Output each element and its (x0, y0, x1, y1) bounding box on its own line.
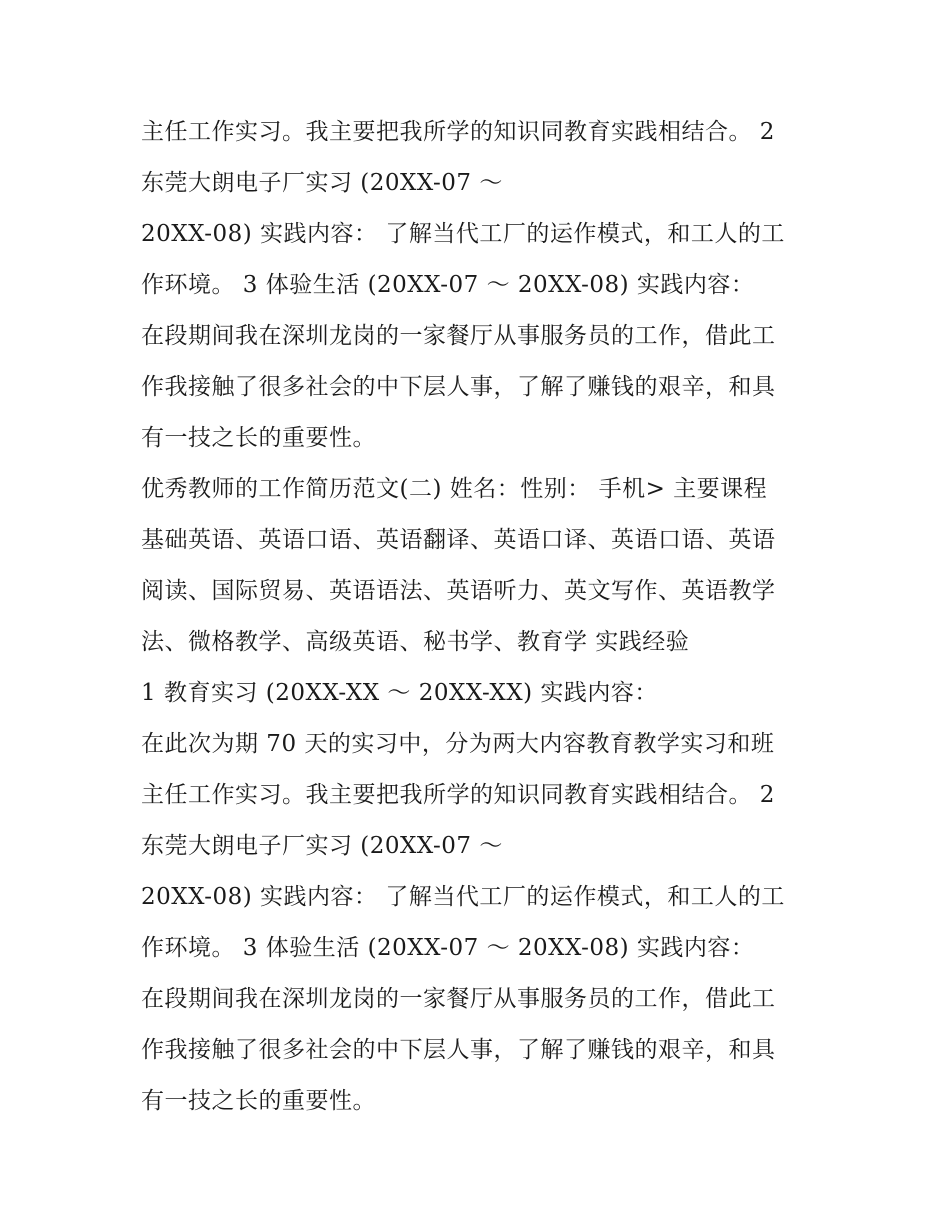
text-line: 有一技之长的重要性。 (141, 1088, 376, 1114)
text-line: 作我接触了很多社会的中下层人事，了解了赚钱的艰辛，和具 (141, 1037, 776, 1063)
text-line: 优秀教师的工作简历范文(二) 姓名：性别： 手机> 主要课程 (141, 476, 768, 502)
text-line: 作环境。 3 体验生活 (20XX-07 ～ 20XX-08) 实践内容： (141, 935, 755, 961)
text-line: 在段期间我在深圳龙岗的一家餐厅从事服务员的工作，借此工 (141, 986, 776, 1012)
text-line: 法、微格教学、高级英语、秘书学、教育学 实践经验 (141, 629, 690, 655)
text-line: 基础英语、英语口语、英语翻译、英语口译、英语口语、英语 (141, 527, 776, 553)
text-line: 有一技之长的重要性。 (141, 425, 376, 451)
text-line: 作我接触了很多社会的中下层人事，了解了赚钱的艰辛，和具 (141, 374, 776, 400)
text-line: 在段期间我在深圳龙岗的一家餐厅从事服务员的工作，借此工 (141, 323, 776, 349)
document-body (141, 107, 831, 1127)
text-line: 阅读、国际贸易、英语语法、英语听力、英文写作、英语教学 (141, 578, 776, 604)
text-line: 东莞大朗电子厂实习 (20XX-07 ～ (141, 833, 503, 859)
text-line: 主任工作实习。我主要把我所学的知识同教育实践相结合。 2 (141, 782, 775, 808)
text-line: 东莞大朗电子厂实习 (20XX-07 ～ (141, 170, 503, 196)
text-line: 20XX-08) 实践内容： 了解当代工厂的运作模式，和工人的工 (141, 221, 785, 247)
text-line: 在此次为期 70 天的实习中，分为两大内容教育教学实习和班 (141, 731, 775, 757)
text-line: 作环境。 3 体验生活 (20XX-07 ～ 20XX-08) 实践内容： (141, 272, 755, 298)
text-line: 1 教育实习 (20XX-XX ～ 20XX-XX) 实践内容： (141, 680, 658, 706)
text-line: 主任工作实习。我主要把我所学的知识同教育实践相结合。 2 (141, 119, 775, 145)
text-line: 20XX-08) 实践内容： 了解当代工厂的运作模式，和工人的工 (141, 884, 785, 910)
